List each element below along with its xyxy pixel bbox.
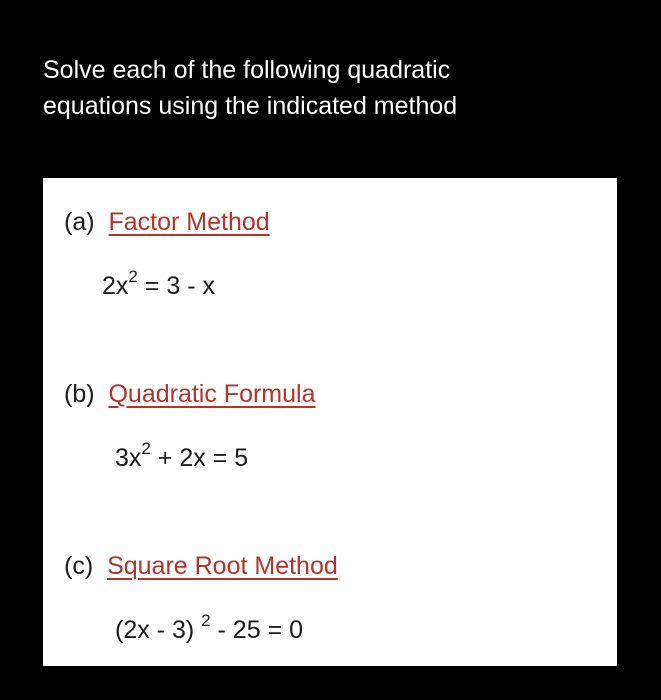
question-card — [43, 178, 617, 666]
part-c-equation-rest: - 25 = 0 — [210, 616, 304, 644]
part-c-equation-lhs: (2x - 3) — [115, 616, 202, 644]
part-a-equation-exponent: 2 — [128, 266, 138, 286]
part-c-equation — [115, 610, 304, 645]
part-b-heading — [64, 379, 316, 409]
part-b-method-link[interactable]: Quadratic Formula — [108, 380, 316, 408]
part-a-equation — [102, 266, 215, 301]
part-b-label: (b) — [64, 380, 95, 408]
part-b-equation-exponent: 2 — [141, 438, 151, 458]
problem-prompt — [43, 52, 623, 124]
part-c-label: (c) — [64, 552, 94, 580]
part-c-method-link[interactable]: Square Root Method — [107, 552, 338, 580]
part-b-equation-lhs: 3x — [115, 444, 142, 472]
prompt-line-2: equations using the indicated method — [43, 92, 458, 120]
part-a-heading — [64, 207, 270, 237]
part-a-equation-lhs: 2x — [102, 272, 129, 300]
part-b-equation — [115, 438, 249, 473]
part-a-equation-rest: = 3 - x — [137, 272, 215, 300]
part-c-equation-exponent: 2 — [201, 610, 211, 630]
part-b-equation-rest: + 2x = 5 — [150, 444, 249, 472]
part-c-heading — [64, 551, 338, 581]
part-a-label: (a) — [64, 208, 95, 236]
part-a-method-link[interactable]: Factor Method — [108, 208, 270, 236]
prompt-line-1: Solve each of the following quadratic — [43, 56, 451, 84]
